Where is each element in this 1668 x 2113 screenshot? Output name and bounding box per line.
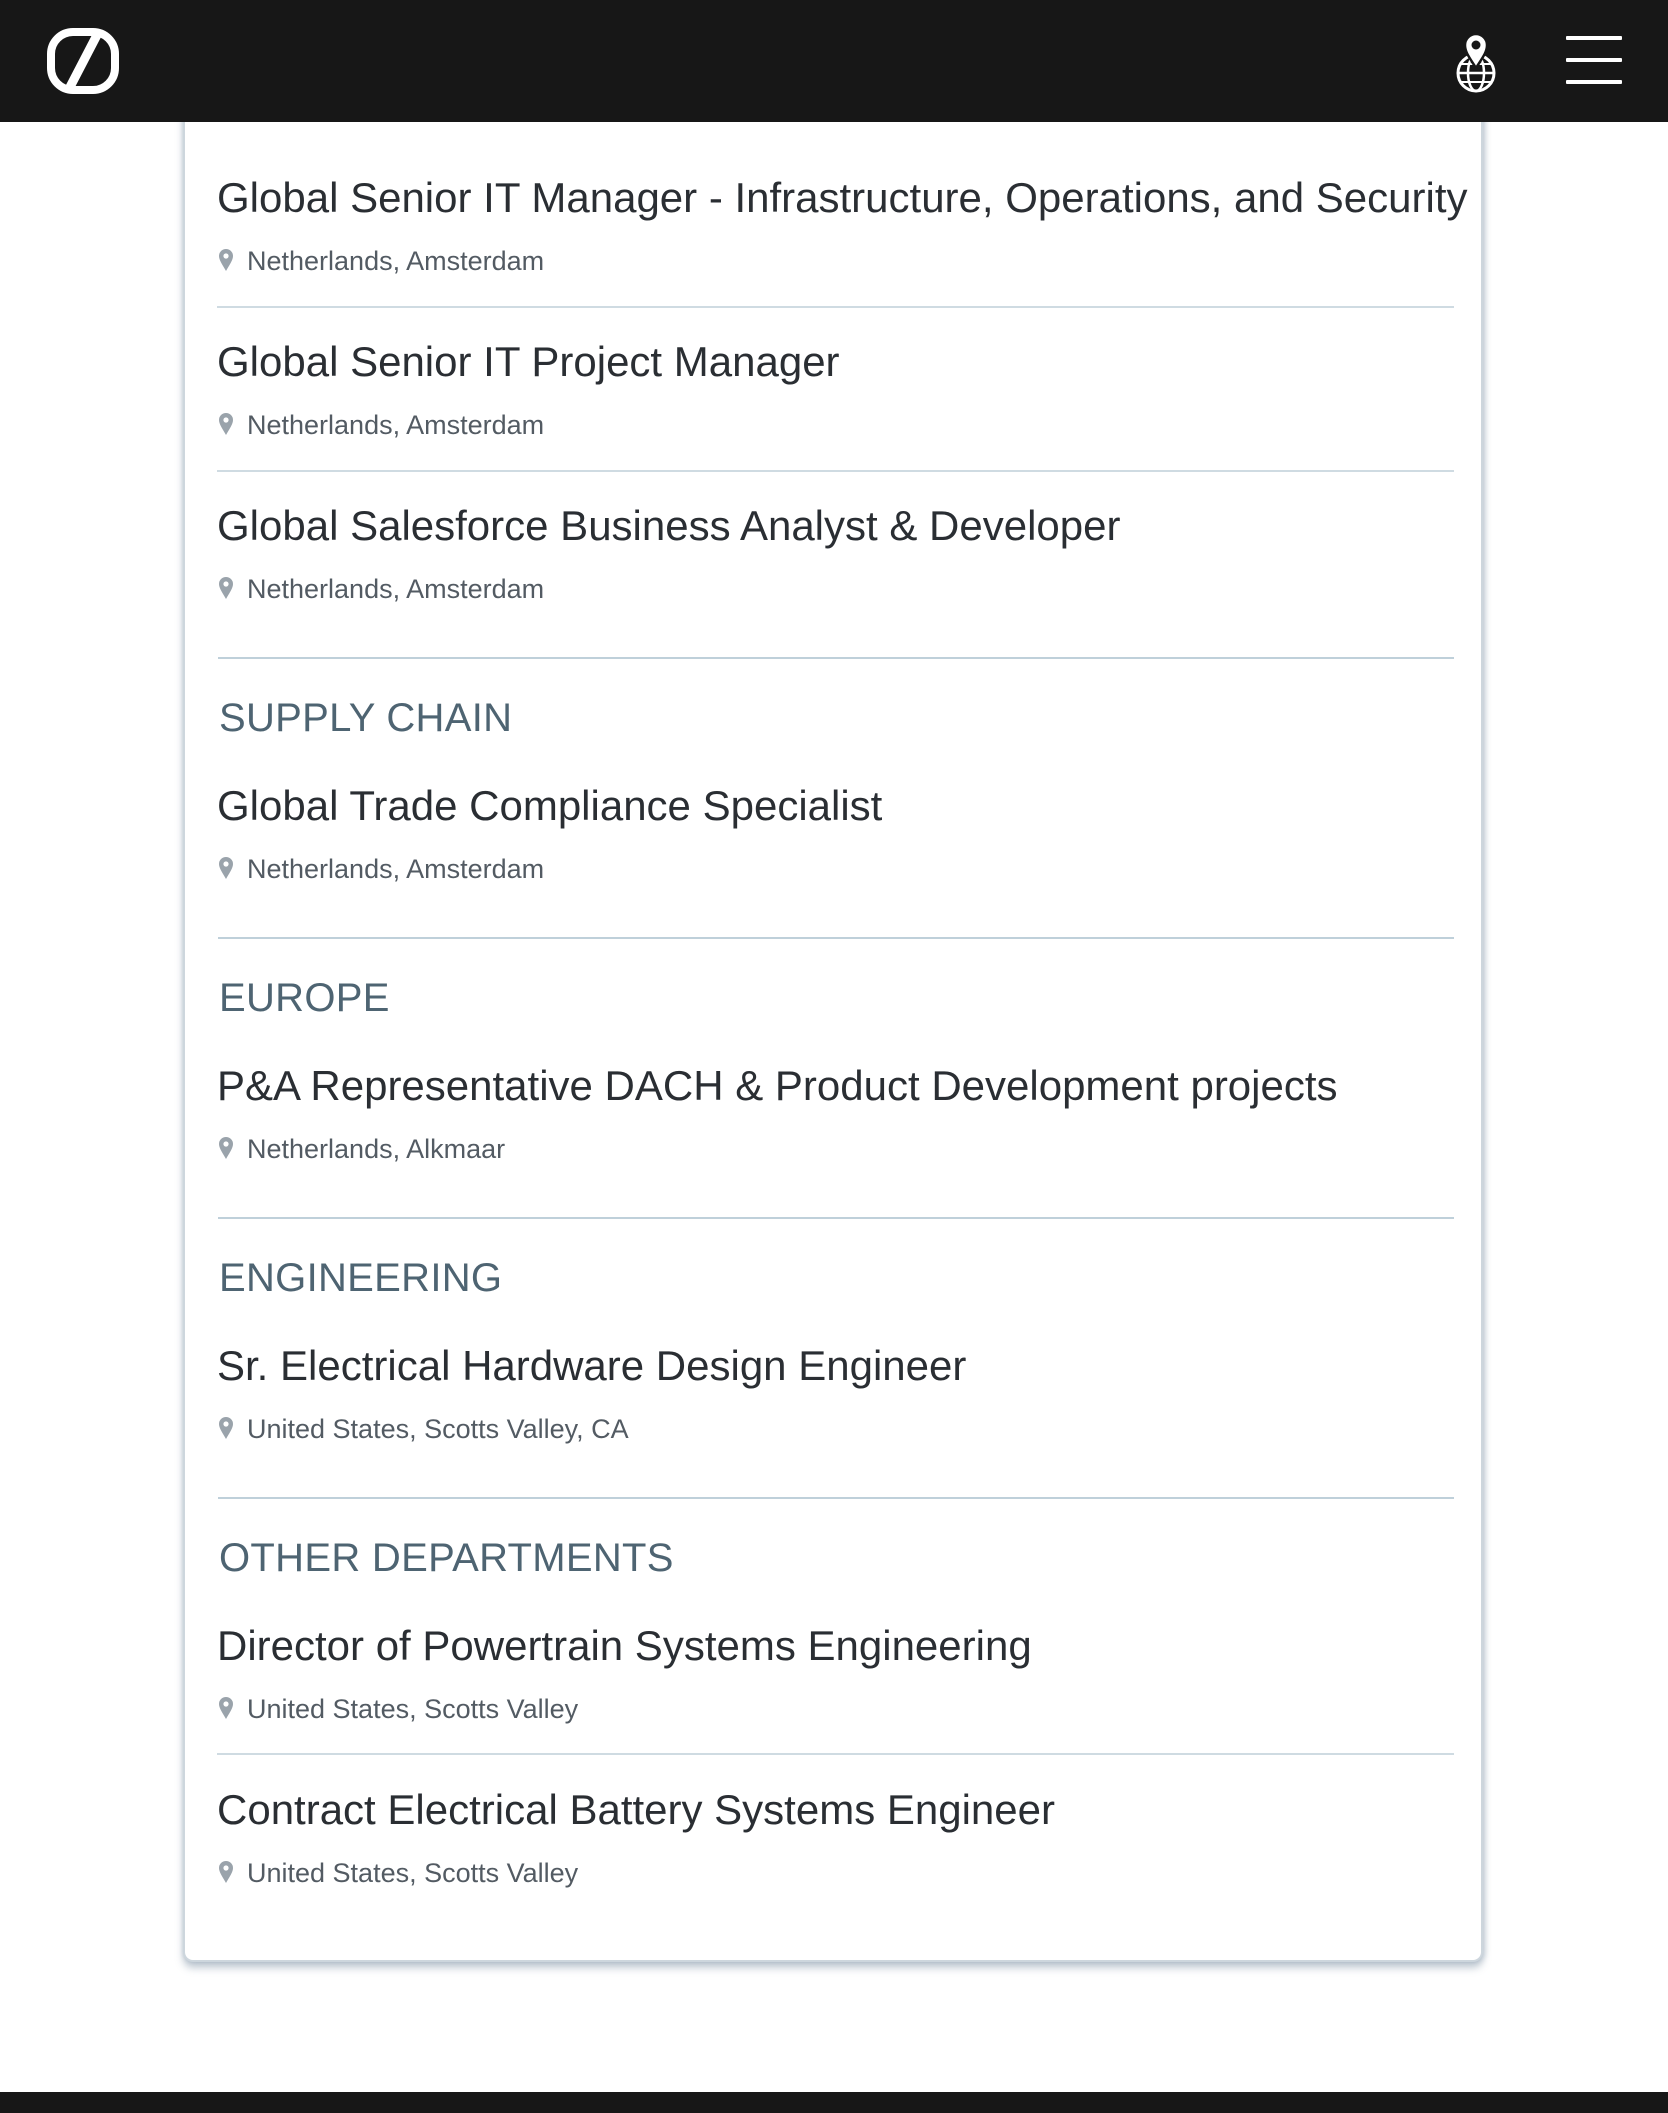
- map-pin-icon: [218, 856, 234, 880]
- menu-bar-line: [1566, 36, 1622, 40]
- job-title[interactable]: Contract Electrical Battery Systems Engineer: [217, 1786, 1055, 1833]
- divider: [217, 1753, 1454, 1755]
- job-listing[interactable]: [217, 1062, 1455, 1192]
- job-listing[interactable]: [217, 782, 1455, 912]
- map-pin-icon: [218, 1696, 234, 1720]
- section-divider: [218, 1497, 1454, 1499]
- job-listing[interactable]: [217, 1342, 1455, 1472]
- map-pin-icon: [218, 1416, 234, 1440]
- section-divider: [218, 1217, 1454, 1219]
- section-divider: [218, 937, 1454, 939]
- job-title[interactable]: Global Salesforce Business Analyst & Developer: [217, 502, 1121, 549]
- job-title[interactable]: Global Senior IT Manager - Infrastructure, Operations, and Security: [217, 174, 1468, 221]
- menu-bar-line: [1566, 58, 1622, 62]
- menu-bar-line: [1566, 80, 1622, 84]
- job-listing[interactable]: [217, 174, 1468, 304]
- job-listing[interactable]: [217, 502, 1455, 632]
- section-heading-supply-chain: SUPPLY CHAIN: [219, 696, 513, 740]
- location-text: Netherlands, Amsterdam: [247, 410, 545, 440]
- job-listing[interactable]: [217, 1622, 1455, 1752]
- map-pin-icon: [218, 1136, 234, 1160]
- map-pin-icon: [218, 1860, 234, 1884]
- location-text: Netherlands, Alkmaar: [247, 1134, 506, 1164]
- job-title[interactable]: Sr. Electrical Hardware Design Engineer: [217, 1342, 967, 1389]
- top-navigation-bar: [0, 0, 1668, 122]
- globe-location-icon[interactable]: [1449, 26, 1503, 94]
- map-pin-icon: [218, 412, 234, 436]
- job-title[interactable]: Global Trade Compliance Specialist: [217, 782, 883, 829]
- job-listings-card: [183, 70, 1483, 1962]
- section-heading-other-departments: OTHER DEPARTMENTS: [219, 1536, 674, 1580]
- job-listing[interactable]: [217, 338, 1455, 468]
- section-divider: [218, 657, 1454, 659]
- job-title[interactable]: P&A Representative DACH & Product Development projects: [217, 1062, 1338, 1109]
- footer-bar: [0, 2092, 1668, 2113]
- map-pin-icon: [218, 248, 234, 272]
- job-listing[interactable]: [217, 1786, 1455, 1916]
- hamburger-menu-button[interactable]: [1566, 34, 1622, 86]
- location-text: Netherlands, Amsterdam: [247, 574, 545, 604]
- location-text: Netherlands, Amsterdam: [247, 246, 545, 276]
- location-text: Netherlands, Amsterdam: [247, 854, 545, 884]
- map-pin-icon: [218, 576, 234, 600]
- section-heading-europe: EUROPE: [219, 976, 390, 1020]
- divider: [217, 470, 1454, 472]
- section-heading-engineering: ENGINEERING: [219, 1256, 503, 1300]
- location-text: United States, Scotts Valley: [247, 1694, 579, 1724]
- job-title[interactable]: Director of Powertrain Systems Engineering: [217, 1622, 1032, 1669]
- divider: [217, 306, 1454, 308]
- location-text: United States, Scotts Valley, CA: [247, 1414, 629, 1444]
- location-text: United States, Scotts Valley: [247, 1858, 579, 1888]
- brand-logo-icon[interactable]: [46, 27, 120, 95]
- job-title[interactable]: Global Senior IT Project Manager: [217, 338, 840, 385]
